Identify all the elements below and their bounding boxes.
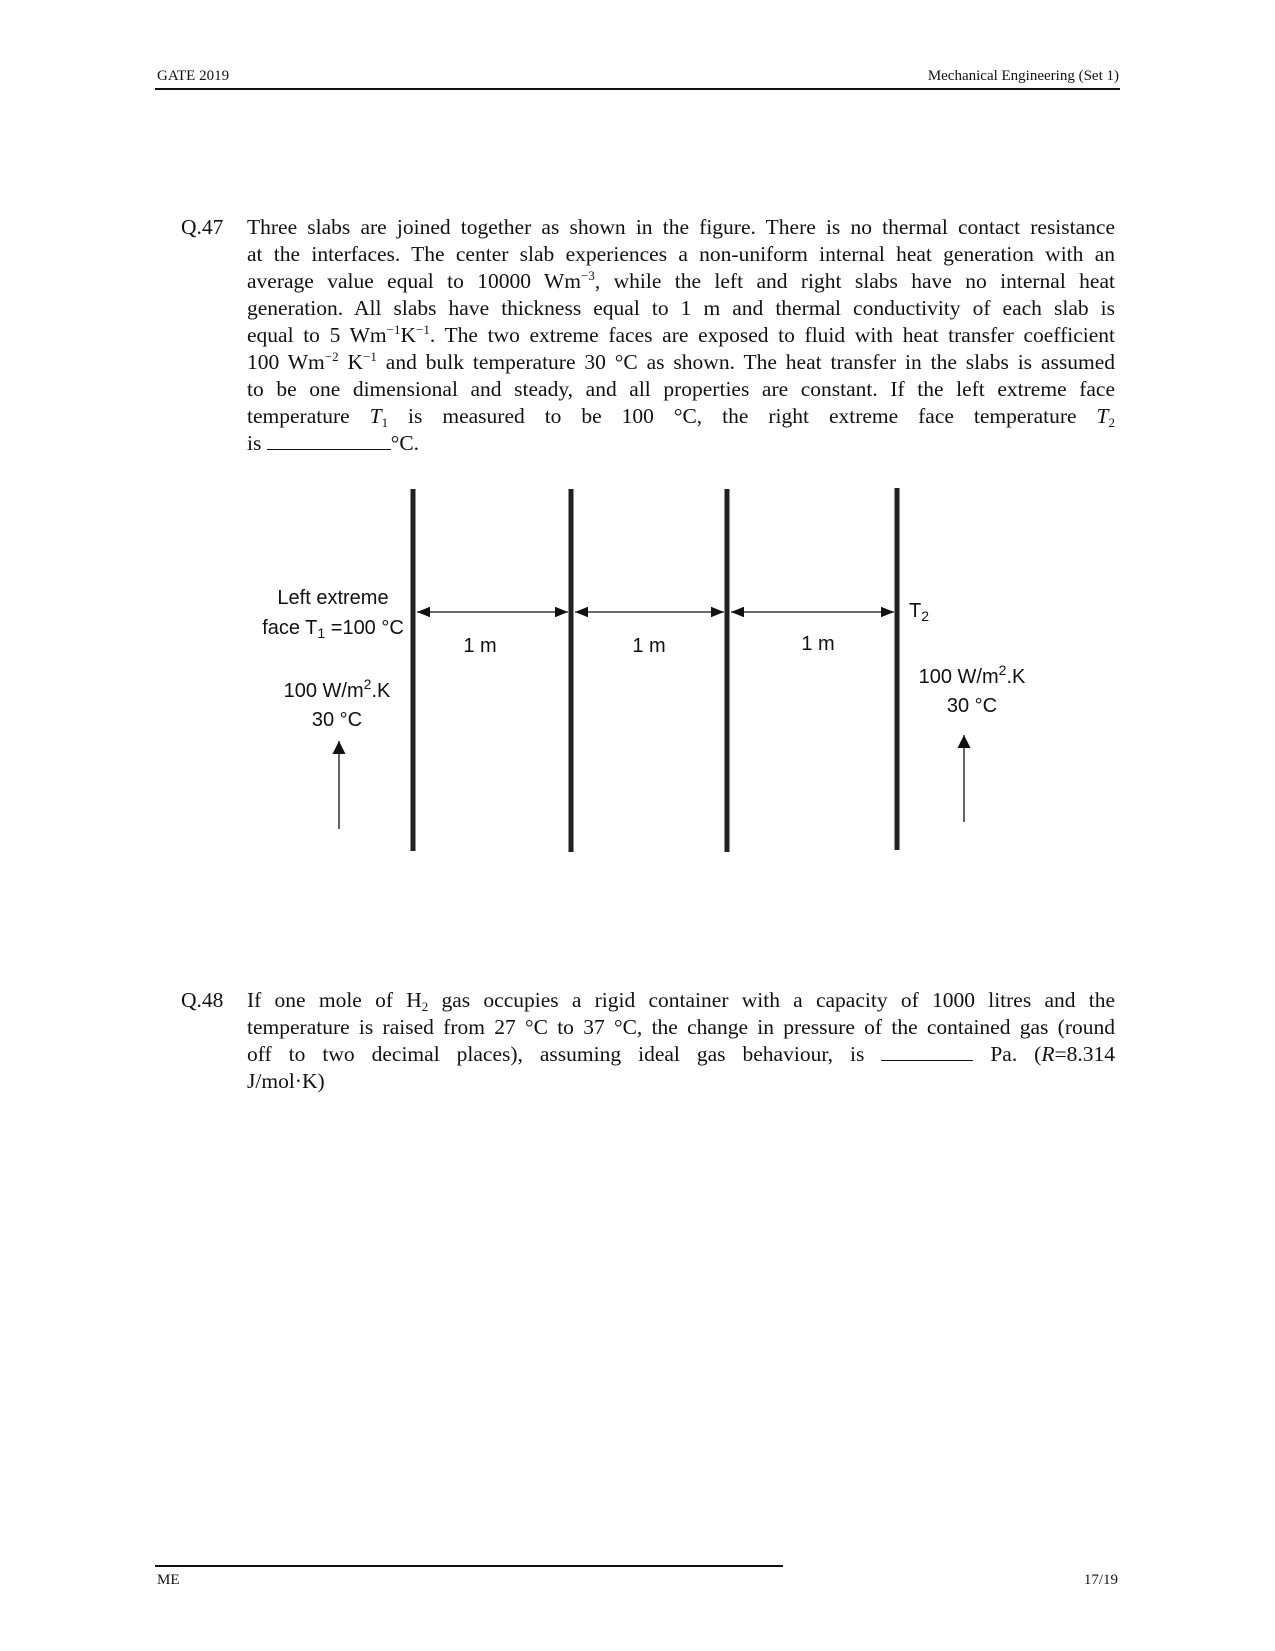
question-text: If one mole of $H_2$ gas occupies a rigid container with a capacity of 1000 litres and the temperature is raised from 27 °C to 37 °C, the change in pressure of the contained gas (round off to two decimal places), assuming ideal gas behaviour, is Pa. (R=8.314 J/mol·K): [247, 988, 1115, 1093]
right-heat-transfer-coefficient: 100 $W/m^2.K$: [918, 662, 1026, 688]
left-face-temperature-label: face $T_1 =100$ °C: [262, 617, 404, 641]
left-fluid-temperature: 30 °C: [311, 709, 363, 731]
question-text: Three slabs are joined together as shown in the figure. There is no thermal contact resistance at the interfaces. The center slab experiences a non-uniform internal heat generation with an average value equal to 10000 $Wm^{-3}$, while the left and right slabs have no internal heat generation. All slabs have thickness equal to 1 m and thermal conductivity of each slab is equal to 5 $Wm^{-1}K^{-1}$. The two extreme faces are exposed to fluid with heat transfer coefficient 100 $Wm^{-2}$ $K^{-1}$ and bulk temperature 30 °C as shown. The heat transfer in the slabs is assumed to be one dimensional and steady, and all properties are constant. If the left extreme face temperature $T_1$ is measured to be 100 °C, the right extreme face temperature $T_2$ is °C.: [247, 215, 1115, 455]
dimension-label-slab-3: 1 m: [801, 633, 835, 655]
dimension-label-slab-1: 1 m: [463, 635, 497, 657]
question-number: Q.48: [181, 988, 224, 1012]
left-heat-transfer-coefficient: 100 $W/m^2.K$: [283, 676, 391, 702]
left-face-label: Left extreme: [277, 587, 389, 609]
footer-divider: [155, 1565, 783, 1567]
footer-page-number: 17/19: [1083, 1572, 1118, 1588]
header-exam-title: GATE 2019: [157, 68, 230, 84]
header-paper-name: Mechanical Engineering (Set 1): [927, 68, 1119, 84]
footer-subject-code: ME: [157, 1572, 180, 1588]
right-fluid-temperature: 30 °C: [946, 695, 998, 717]
right-face-temperature-label: $T_2$: [909, 600, 930, 624]
dimension-label-slab-2: 1 m: [632, 635, 666, 657]
answer-blank[interactable]: [881, 1042, 973, 1061]
question-number: Q.47: [181, 215, 224, 239]
